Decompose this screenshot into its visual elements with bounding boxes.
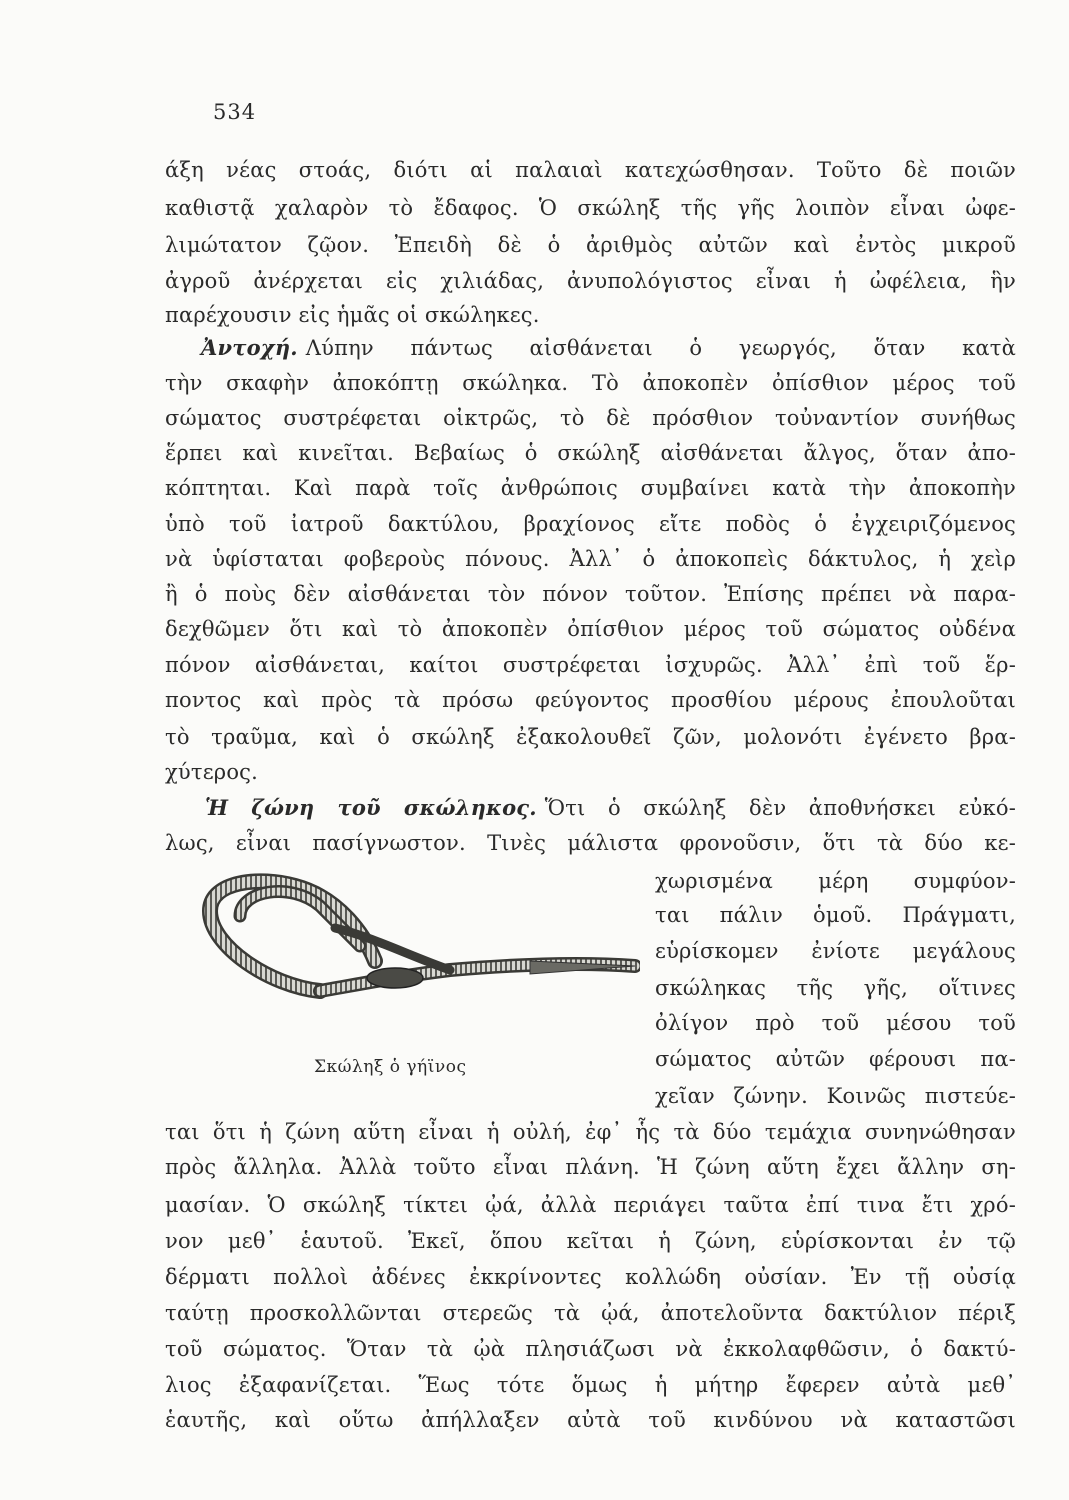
text-line: λως, εἶναι πασίγνωστον. Τινὲς μάλιστα φρονοῦσιν, ὅτι τὰ δύο κε- <box>165 831 1016 855</box>
text-line: τὴν σκαφὴν ἀποκόπτῃ σκώληκα. Τὸ ἀποκοπὲν ὀπίσθιον μέρος τοῦ <box>165 371 1016 395</box>
text-line: σώματος συστρέφεται οἰκτρῶς, τὸ δὲ πρόσθιον τοὐναντίον συνήθως <box>165 406 1016 430</box>
page-number: 534 <box>213 100 257 124</box>
text-line: παρέχουσιν εἰς ἡμᾶς οἱ σκώληκες. <box>165 303 540 327</box>
text-line: τοῦ σώματος. Ὅταν τὰ ᾠὰ πλησιάζωσι νὰ ἐκκολαφθῶσιν, ὁ δακτύ- <box>165 1337 1016 1361</box>
text-line: ὀλίγον πρὸ τοῦ μέσου τοῦ <box>655 1011 1016 1035</box>
text-line: ται πάλιν ὁμοῦ. Πράγματι, <box>655 903 1016 927</box>
text-line: ἀγροῦ ἀνέρχεται εἰς χιλιάδας, ἀνυπολόγιστος εἶναι ἡ ὠφέλεια, ἣν <box>165 269 1016 293</box>
text-line: πόνον αἰσθάνεται, καίτοι συστρέφεται ἰσχυρῶς. Ἀλλ᾽ ἐπὶ τοῦ ἕρ- <box>165 653 1016 677</box>
earthworm-illustration <box>200 866 640 1016</box>
figure-caption: Σκώληξ ὁ γήϊνος <box>314 1057 467 1077</box>
text-line: σκώληκας τῆς γῆς, οἵτινες <box>655 976 1016 1000</box>
text-line: πρὸς ἄλληλα. Ἀλλὰ τοῦτο εἶναι πλάνη. Ἡ ζώνη αὕτη ἔχει ἄλλην ση- <box>165 1155 1016 1179</box>
text-line: νὰ ὑφίσταται φοβεροὺς πόνους. Ἀλλ᾽ ὁ ἀποκοπεὶς δάκτυλος, ἡ χεὶρ <box>165 547 1016 571</box>
text-line: κόπτηται. Καὶ παρὰ τοῖς ἀνθρώποις συμβαίνει κατὰ τὴν ἀποκοπὴν <box>165 476 1016 500</box>
text-line: τὸ τραῦμα, καὶ ὁ σκώληξ ἐξακολουθεῖ ζῶν, μολονότι ἐγένετο βρα- <box>165 725 1016 749</box>
text-span: Ὅτι ὁ σκώληξ δὲν ἀποθνήσκει εὐκό- <box>544 796 1016 820</box>
text-line: άξη νέας στοάς, διότι αἱ παλαιαὶ κατεχώσθησαν. Τοῦτο δὲ ποιῶν <box>165 158 1016 182</box>
text-line: ἢ ὁ ποὺς δὲν αἰσθάνεται τὸν πόνον τοῦτον. Ἐπίσης πρέπει νὰ παρα- <box>165 582 1016 606</box>
text-line: ταύτῃ προσκολλῶνται στερεῶς τὰ ᾠά, ἀποτελοῦντα δακτύλιον πέριξ <box>165 1301 1016 1325</box>
text-line: καθιστᾷ χαλαρὸν τὸ ἔδαφος. Ὁ σκώληξ τῆς γῆς λοιπὸν εἶναι ὠφε- <box>165 196 1016 220</box>
text-line: λιμώτατον ζῷον. Ἐπειδὴ δὲ ὁ ἀριθμὸς αὐτῶν καὶ ἐντὸς μικροῦ <box>165 233 1016 257</box>
section-heading: Ἀντοχή. <box>201 335 298 360</box>
text-line: μασίαν. Ὁ σκώληξ τίκτει ᾠά, ἀλλὰ περιάγει ταῦτα ἐπί τινα ἔτι χρό- <box>165 1193 1016 1217</box>
text-line: λιος ἐξαφανίζεται. Ἕως τότε ὅμως ἡ μήτηρ ἔφερεν αὐτὰ μεθ᾽ <box>165 1373 1016 1397</box>
section-heading: Ἡ ζώνη τοῦ σκώληκος. <box>205 795 537 820</box>
section-heading-line <box>165 333 1016 363</box>
text-line: ὑπὸ τοῦ ἰατροῦ δακτύλου, βραχίονος εἴτε ποδὸς ὁ ἐγχειριζόμενος <box>165 512 1016 536</box>
text-line: εὑρίσκομεν ἐνίοτε μεγάλους <box>655 939 1016 963</box>
text-line: ἑαυτῆς, καὶ οὕτω ἀπήλλαξεν αὐτὰ τοῦ κινδύνου νὰ καταστῶσι <box>165 1408 1016 1432</box>
text-line: χύτερος. <box>165 760 259 784</box>
text-line: χεῖαν ζώνην. Κοινῶς πιστεύε- <box>655 1084 1016 1108</box>
text-line: δεχθῶμεν ὅτι καὶ τὸ ἀποκοπὲν ὀπίσθιον μέρος τοῦ σώματος οὐδένα <box>165 617 1016 641</box>
section-heading-line <box>165 793 1016 823</box>
text-line: δέρματι πολλοὶ ἀδένες ἐκκρίνοντες κολλώδη οὐσίαν. Ἐν τῇ οὐσίᾳ <box>165 1265 1016 1289</box>
text-span: Λύπην πάντως αἰσθάνεται ὁ γεωργός, ὅταν κατὰ <box>305 336 1016 360</box>
text-line: ποντος καὶ πρὸς τὰ πρόσω φεύγοντος προσθίου μέρους ἐπουλοῦται <box>165 688 1016 712</box>
text-line: χωρισμένα μέρη συμφύον- <box>655 869 1016 893</box>
earthworm-icon <box>200 866 640 1016</box>
text-line: ἕρπει καὶ κινεῖται. Βεβαίως ὁ σκώληξ αἰσθάνεται ἄλγος, ὅταν ἀπο- <box>165 441 1016 465</box>
text-line: ται ὅτι ἡ ζώνη αὕτη εἶναι ἡ οὐλή, ἐφ᾽ ἧς τὰ δύο τεμάχια συνηνώθησαν <box>165 1120 1016 1144</box>
text-line: σώματος αὐτῶν φέρουσι πα- <box>655 1047 1016 1071</box>
text-line: νον μεθ᾽ ἑαυτοῦ. Ἐκεῖ, ὅπου κεῖται ἡ ζώνη, εὑρίσκονται ἐν τῷ <box>165 1229 1016 1253</box>
